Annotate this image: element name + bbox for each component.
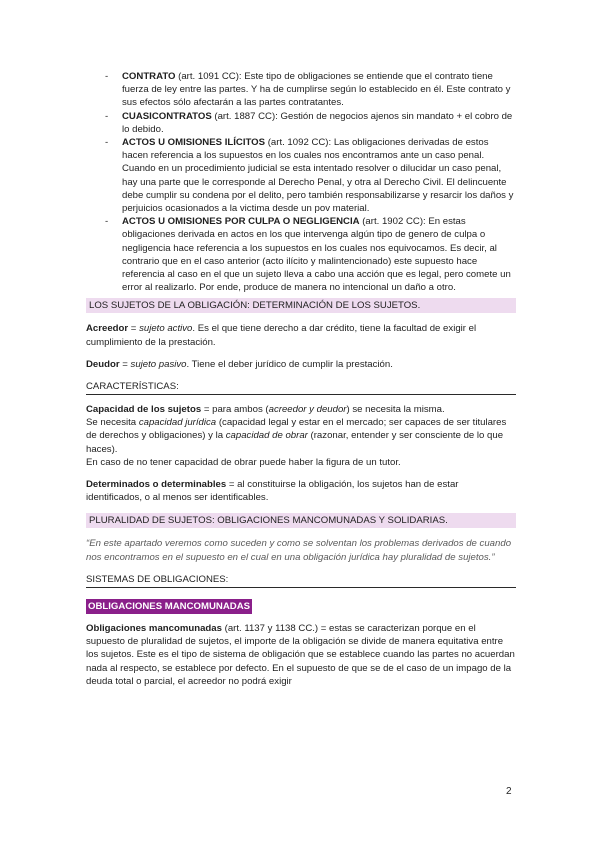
paragraph-text: (capacidad legal y estar en el mercado; ser capaces de ser titulares de derechos y obligaciones) y la: [86, 417, 507, 442]
paragraph-text: ) se necesita la misma.: [346, 404, 445, 416]
deudor-paragraph: [86, 358, 516, 371]
section-heading-sujetos: LOS SUJETOS DE LA OBLIGACIÓN: DETERMINACIÓN DE LOS SUJETOS.: [86, 298, 516, 313]
term-mancomunadas: Obligaciones mancomunadas: [86, 622, 222, 634]
term-actos-ilicitos: ACTOS U OMISIONES ILÍCITOS: [122, 137, 266, 149]
item-text: Gestión de negocios ajenos sin mandato + el cobro de lo debido.: [122, 110, 513, 135]
list-item: [86, 70, 516, 110]
term-actos-culpa: ACTOS U OMISIONES POR CULPA O NEGLIGENCIA: [122, 216, 360, 228]
paragraph-text: = para ambos (: [201, 404, 269, 416]
term-cuasicontratos: CUASICONTRATOS: [122, 110, 212, 122]
page-number: 2: [506, 786, 512, 797]
term-capacidad: Capacidad de los sujetos: [86, 404, 202, 416]
paragraph-text: (razonar, entender y ser consciente de lo que haces).: [86, 430, 504, 455]
article-ref: (art. 1887 CC):: [211, 110, 278, 122]
list-item: [86, 215, 516, 294]
sistemas-heading: SISTEMAS DE OBLIGACIONES:: [86, 573, 516, 588]
section-quote: “En este apartado veremos como suceden y como se solventan los problemas derivados de cuando nos encontramos en el supuesto en el cual en una obligación jurídica hay pluralidad de sujetos.”: [86, 538, 512, 563]
definition-italic: capacidad de obrar: [225, 430, 308, 442]
item-text: Las obligaciones derivadas de estos hacen referencia a los supuestos en los cuales nos encontramos ante un caso penal. Cuando en un procedimiento judicial se esta intentado resolver o dilucidar un caso penal, hay una parte que le corresponde al Derecho Penal, y otra al Derecho Civil. El delincuente debe cumplir su condena por el delito, pero también responsabilizarse y resarcir los daños y perjuicios ocasionados a la victima desde un pov material.: [122, 137, 514, 215]
item-text: Este tipo de obligaciones se entiende que el contrato tiene fuerza de ley entre las partes. Y ha de cumplirse según lo establecido en él. Este contrato y sus efectos sólo afectarán a las partes contratantes.: [122, 71, 511, 109]
paragraph-text: = al constituirse la obligación, los sujetos han de estar identificados, o al menos ser identificables.: [86, 479, 459, 504]
list-item: [86, 110, 516, 136]
determinados-paragraph: [86, 478, 516, 504]
equals-sign: =: [128, 323, 140, 335]
term-acreedor: Acreedor: [86, 323, 129, 335]
term-deudor: Deudor: [86, 358, 120, 370]
definition-italic: sujeto activo: [139, 323, 193, 335]
item-text: En estas obligaciones derivada en actos en los que intervenga algún tipo de genero de culpa o negligencia hace referencia a los supuestos en los cuales nos equivocamos. Es decir, al contrario que en el caso anterior (acto ilícito y malintencionado) este supuesto hace referencia al caso en el que un sujeto lleva a cabo una acción que es legal, pero comete un error al realizarlo. Por ende, produce de manera no intencional un daño a otro.: [122, 216, 511, 294]
definition-italic: sujeto pasivo: [130, 358, 187, 370]
equals-sign: =: [119, 358, 131, 370]
definition-italic: acreedor y deudor: [268, 404, 347, 416]
document-page: [86, 70, 516, 688]
caracteristicas-heading: CARACTERÍSTICAS:: [86, 380, 516, 395]
paragraph-text: . Tiene el deber jurídico de cumplir la prestación.: [186, 358, 393, 370]
term-contrato: CONTRATO: [122, 71, 176, 82]
section-heading-pluralidad: PLURALIDAD DE SUJETOS: OBLIGACIONES MANCOMUNADAS Y SOLIDARIAS.: [86, 513, 516, 528]
paragraph-text: . Es el que tiene derecho a dar crédito, tiene la facultad de exigir el cumplimiento de la prestación.: [86, 323, 477, 348]
mancomunadas-badge: OBLIGACIONES MANCOMUNADAS: [88, 600, 251, 612]
term-determinados: Determinados o determinables: [86, 479, 227, 491]
list-item: [86, 136, 516, 215]
paragraph-text: (art. 1137 y 1138 CC.) = estas se caracterizan porque en el supuesto de pluralidad de sujetos, el importe de la obligación se divide de manera equitativa entre los sujetos. Este es el tipo de sistema de obligación que se establece cuando las partes no acuerdan nada al respecto, se establece por defecto. En el supuesto de que se de el caso de un impago de la deuda total o parcial, el acreedor no podrá exigir: [86, 622, 515, 687]
mancomunadas-paragraph: [86, 622, 516, 688]
capacidad-paragraph: [86, 403, 516, 469]
acreedor-paragraph: [86, 322, 516, 348]
definition-italic: capacidad jurídica: [138, 417, 217, 429]
obligation-sources-list: [86, 70, 516, 294]
article-ref: (art. 1092 CC):: [265, 137, 332, 149]
article-ref: (art. 1091 CC):: [175, 71, 242, 82]
paragraph-text: Se necesita: [86, 417, 139, 429]
paragraph-text: En caso de no tener capacidad de obrar puede haber la figura de un tutor.: [86, 456, 401, 468]
article-ref: (art. 1902 CC):: [359, 216, 426, 228]
badge-wrapper: [86, 599, 516, 614]
